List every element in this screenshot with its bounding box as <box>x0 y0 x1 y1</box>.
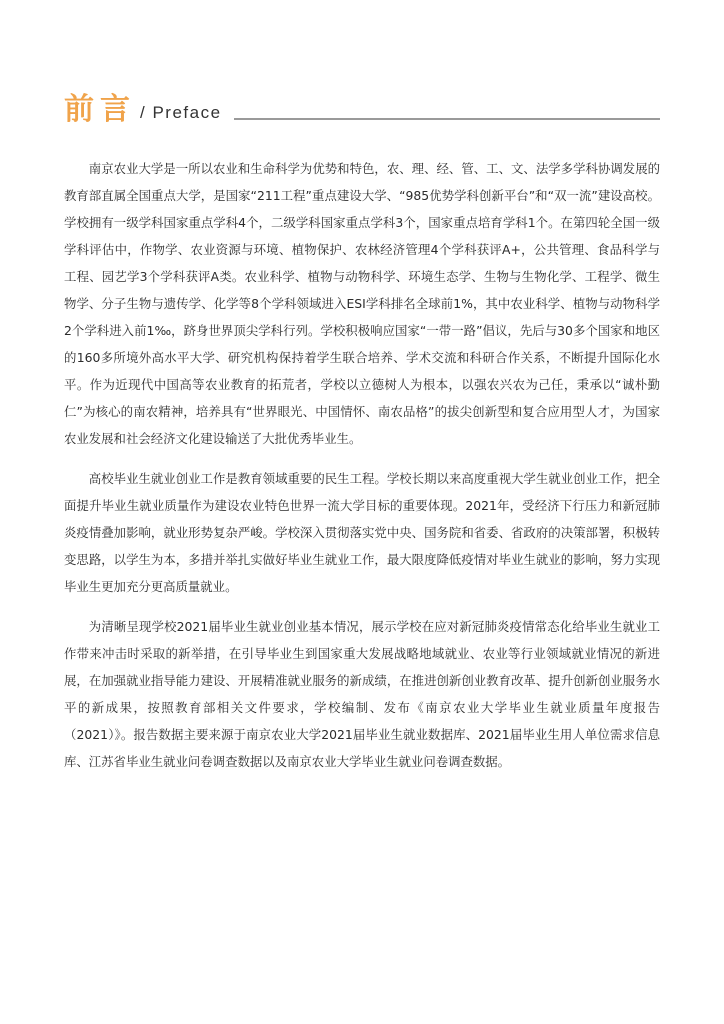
preface-body <box>64 155 660 788</box>
page-header <box>64 90 660 130</box>
paragraph-employment-work: 高校毕业生就业创业工作是教育领域重要的民生工程。学校长期以来高度重视大学生就业创业工作，把全面提升毕业生就业质量作为建设农业特色世界一流大学目标的重要体现。2021年，受经济下行压力和新冠肺炎疫情叠加影响，就业形势复杂严峻。学校深入贯彻落实党中央、国务院和省委、省政府的决策部署，积极转变思路，以学生为本，多措并举扎实做好毕业生就业工作，最大限度降低疫情对毕业生就业的影响，努力实现毕业生更加充分更高质量就业。 <box>64 471 660 594</box>
paragraph-intro: 南京农业大学是一所以农业和生命科学为优势和特色，农、理、经、管、工、文、法学多学科协调发展的教育部直属全国重点大学，是国家“211工程”重点建设大学、“985优势学科创新平台”和“双一流”建设高校。学校拥有一级学科国家重点学科4个，二级学科国家重点学科3个，国家重点培育学科1个。在第四轮全国一级学科评估中，作物学、农业资源与环境、植物保护、农林经济管理4个学科获评A+，公共管理、食品科学与工程、园艺学3个学科获评A类。农业科学、植物与动物科学、环境生态学、生物与生物化学、工程学、微生物学、分子生物与遗传学、化学等8个学科领域进入ESI学科排名全球前1%，其中农业科学、植物与动物科学2个学科进入前1‰，跻身世界顶尖学科行列。学校积极响应国家“一带一路”倡议，先后与30多个国家和地区的160多所境外高水平大学、研究机构保持着学生联合培养、学术交流和科研合作关系，不断提升国际化水平。作为近现代中国高等农业教育的拓荒者，学校以立德树人为根本，以强农兴农为己任，秉承以“诚朴勤仁”为核心的南农精神，培养具有“世界眼光、中国情怀、南农品格”的拔尖创新型和复合应用型人才，为国家农业发展和社会经济文化建设输送了大批优秀毕业生。 <box>64 161 660 446</box>
page-subtitle: / Preface <box>140 103 222 122</box>
title-divider <box>234 118 660 120</box>
paragraph-report-purpose: 为清晰呈现学校2021届毕业生就业创业基本情况，展示学校在应对新冠肺炎疫情常态化给毕业生就业工作带来冲击时采取的新举措，在引导毕业生到国家重大发展战略地域就业、农业等行业领域就业情况的新进展，在加强就业指导能力建设、开展精准就业服务的新成绩，在推进创新创业教育改革、提升创新创业服务水平的新成果，按照教育部相关文件要求，学校编制、发布《南京农业大学毕业生就业质量年度报告（2021）》。报告数据主要来源于南京农业大学2021届毕业生就业数据库、2021届毕业生用人单位需求信息库、江苏省毕业生就业问卷调查数据以及南京农业大学毕业生就业问卷调查数据。 <box>64 619 660 769</box>
page-title: 前言 <box>64 92 136 127</box>
